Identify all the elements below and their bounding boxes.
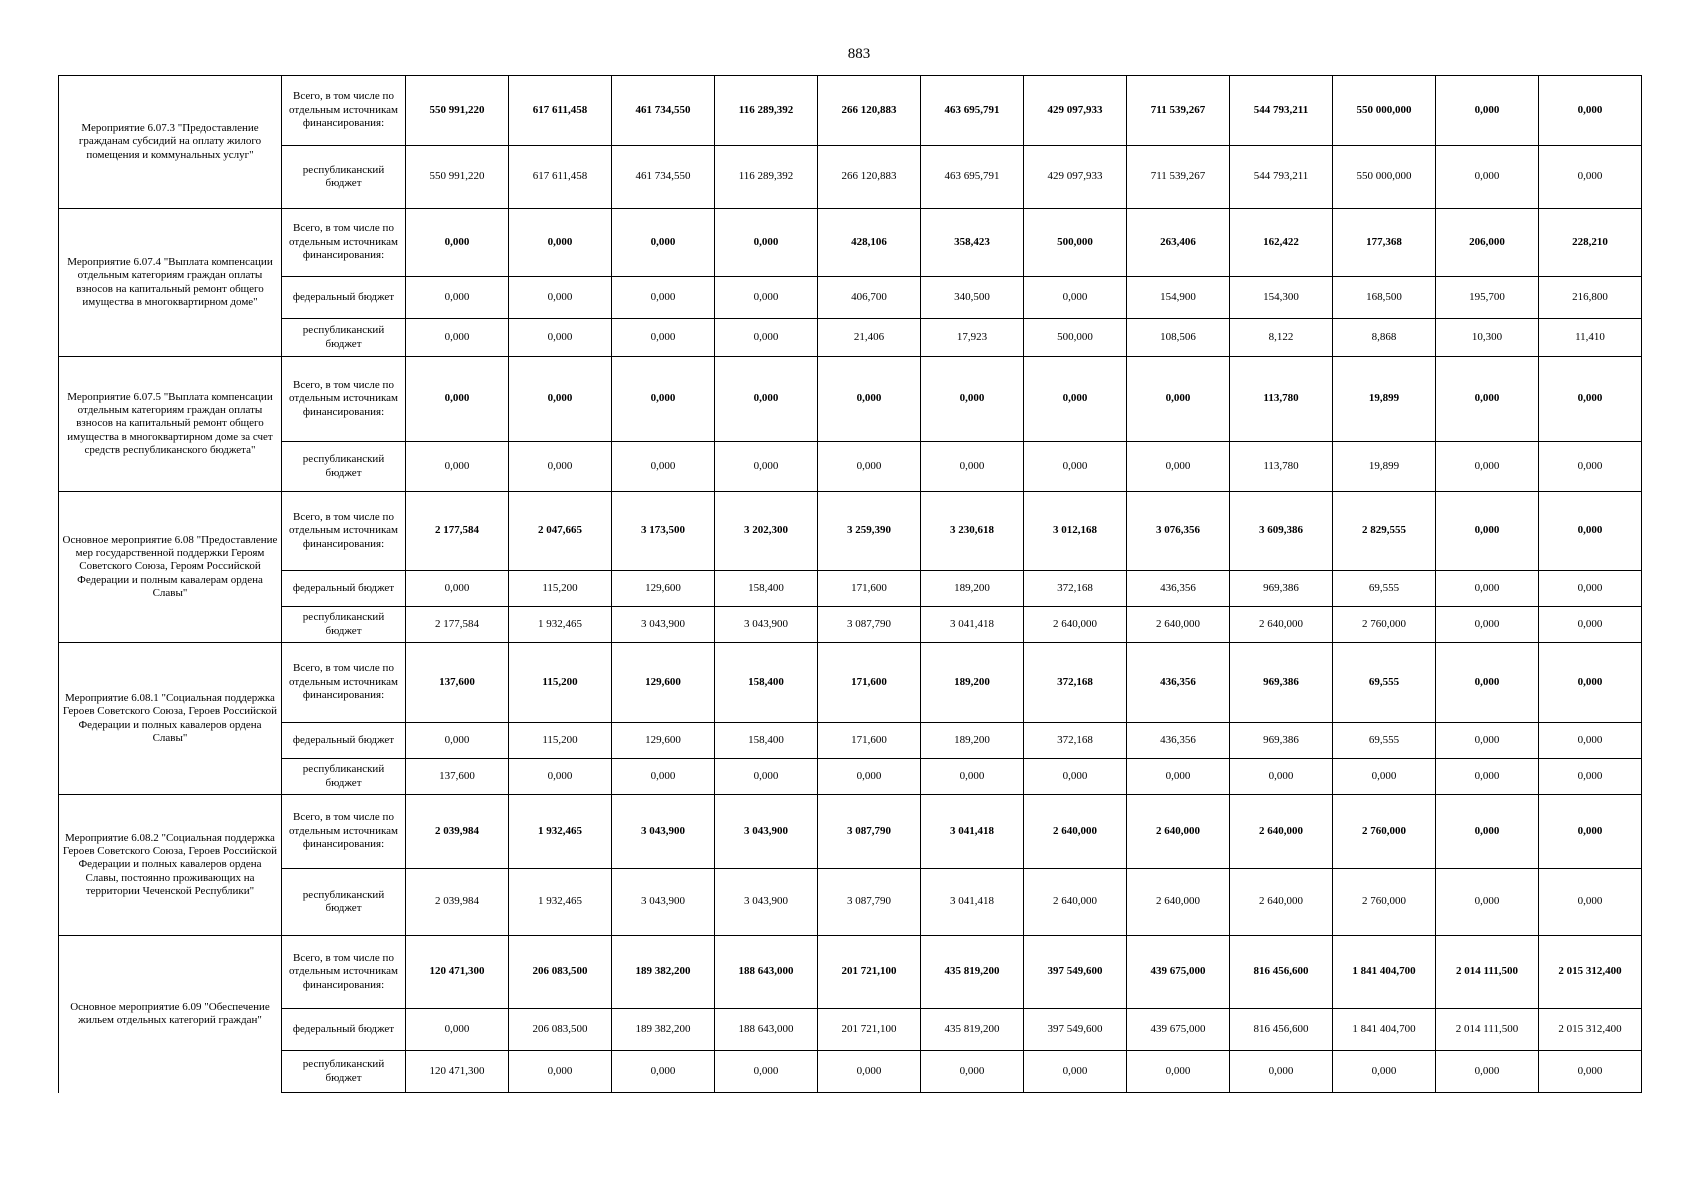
amount-cell: 816 456,600 bbox=[1230, 1009, 1333, 1051]
table-row bbox=[59, 146, 1642, 209]
table-row bbox=[59, 759, 1642, 795]
amount-cell: 0,000 bbox=[921, 1051, 1024, 1093]
amount-cell: 1 932,465 bbox=[509, 607, 612, 643]
amount-cell: 500,000 bbox=[1024, 319, 1127, 357]
amount-cell: 0,000 bbox=[715, 209, 818, 277]
amount-cell: 3 012,168 bbox=[1024, 492, 1127, 571]
amount-cell: 0,000 bbox=[1230, 759, 1333, 795]
funding-source-cell: республиканский бюджет bbox=[282, 442, 406, 492]
amount-cell: 0,000 bbox=[612, 1051, 715, 1093]
amount-cell: 436,356 bbox=[1127, 723, 1230, 759]
amount-cell: 266 120,883 bbox=[818, 146, 921, 209]
amount-cell: 206 083,500 bbox=[509, 1009, 612, 1051]
amount-cell: 463 695,791 bbox=[921, 146, 1024, 209]
amount-cell: 2 177,584 bbox=[406, 607, 509, 643]
table-row bbox=[59, 571, 1642, 607]
amount-cell: 0,000 bbox=[1024, 277, 1127, 319]
amount-cell: 8,868 bbox=[1333, 319, 1436, 357]
amount-cell: 158,400 bbox=[715, 643, 818, 723]
amount-cell: 0,000 bbox=[921, 759, 1024, 795]
amount-cell: 0,000 bbox=[1436, 643, 1539, 723]
amount-cell: 2 640,000 bbox=[1230, 607, 1333, 643]
amount-cell: 0,000 bbox=[612, 759, 715, 795]
amount-cell: 500,000 bbox=[1024, 209, 1127, 277]
amount-cell: 228,210 bbox=[1539, 209, 1642, 277]
amount-cell: 2 760,000 bbox=[1333, 869, 1436, 936]
amount-cell: 116 289,392 bbox=[715, 146, 818, 209]
amount-cell: 397 549,600 bbox=[1024, 1009, 1127, 1051]
amount-cell: 206 083,500 bbox=[509, 936, 612, 1009]
amount-cell: 1 841 404,700 bbox=[1333, 1009, 1436, 1051]
amount-cell: 3 043,900 bbox=[612, 795, 715, 869]
amount-cell: 0,000 bbox=[1436, 571, 1539, 607]
amount-cell: 3 087,790 bbox=[818, 795, 921, 869]
amount-cell: 2 760,000 bbox=[1333, 607, 1436, 643]
measure-name-cell: Мероприятие 6.07.5 "Выплата компенсации отдельным категориям граждан оплаты взносов на капитальный ремонт общего имущества в многоквартирном доме за счет средств республиканского бюджета" bbox=[59, 357, 282, 492]
amount-cell: 69,555 bbox=[1333, 643, 1436, 723]
amount-cell: 263,406 bbox=[1127, 209, 1230, 277]
amount-cell: 0,000 bbox=[1539, 76, 1642, 146]
funding-source-cell: Всего, в том числе по отдельным источникам финансирования: bbox=[282, 76, 406, 146]
amount-cell: 171,600 bbox=[818, 723, 921, 759]
funding-source-cell: Всего, в том числе по отдельным источникам финансирования: bbox=[282, 795, 406, 869]
amount-cell: 0,000 bbox=[1436, 795, 1539, 869]
amount-cell: 428,106 bbox=[818, 209, 921, 277]
funding-source-cell: федеральный бюджет bbox=[282, 277, 406, 319]
table-row bbox=[59, 1009, 1642, 1051]
amount-cell: 461 734,550 bbox=[612, 76, 715, 146]
amount-cell: 3 041,418 bbox=[921, 607, 1024, 643]
measure-name-cell: Мероприятие 6.07.3 "Предоставление гражданам субсидий на оплату жилого помещения и коммунальных услуг" bbox=[59, 76, 282, 209]
amount-cell: 0,000 bbox=[1230, 1051, 1333, 1093]
amount-cell: 550 991,220 bbox=[406, 76, 509, 146]
amount-cell: 189,200 bbox=[921, 571, 1024, 607]
amount-cell: 69,555 bbox=[1333, 723, 1436, 759]
amount-cell: 436,356 bbox=[1127, 643, 1230, 723]
amount-cell: 3 087,790 bbox=[818, 869, 921, 936]
amount-cell: 115,200 bbox=[509, 643, 612, 723]
amount-cell: 0,000 bbox=[1127, 759, 1230, 795]
amount-cell: 0,000 bbox=[1333, 759, 1436, 795]
amount-cell: 3 230,618 bbox=[921, 492, 1024, 571]
amount-cell: 397 549,600 bbox=[1024, 936, 1127, 1009]
amount-cell: 0,000 bbox=[1436, 492, 1539, 571]
amount-cell: 550 991,220 bbox=[406, 146, 509, 209]
amount-cell: 617 611,458 bbox=[509, 76, 612, 146]
amount-cell: 1 932,465 bbox=[509, 869, 612, 936]
page-number: 883 bbox=[847, 46, 871, 62]
amount-cell: 69,555 bbox=[1333, 571, 1436, 607]
amount-cell: 617 611,458 bbox=[509, 146, 612, 209]
amount-cell: 2 014 111,500 bbox=[1436, 936, 1539, 1009]
amount-cell: 0,000 bbox=[715, 1051, 818, 1093]
amount-cell: 0,000 bbox=[715, 759, 818, 795]
amount-cell: 0,000 bbox=[715, 277, 818, 319]
amount-cell: 171,600 bbox=[818, 571, 921, 607]
amount-cell: 0,000 bbox=[921, 357, 1024, 442]
table-row bbox=[59, 723, 1642, 759]
amount-cell: 2 640,000 bbox=[1024, 607, 1127, 643]
amount-cell: 1 932,465 bbox=[509, 795, 612, 869]
amount-cell: 372,168 bbox=[1024, 643, 1127, 723]
amount-cell: 2 829,555 bbox=[1333, 492, 1436, 571]
amount-cell: 188 643,000 bbox=[715, 936, 818, 1009]
amount-cell: 2 039,984 bbox=[406, 869, 509, 936]
funding-source-cell: Всего, в том числе по отдельным источникам финансирования: bbox=[282, 209, 406, 277]
table-row bbox=[59, 607, 1642, 643]
amount-cell: 8,122 bbox=[1230, 319, 1333, 357]
measure-name-cell: Мероприятие 6.08.1 "Социальная поддержка Героев Советского Союза, Героев Российской Федерации и полных кавалеров ордена Славы" bbox=[59, 643, 282, 795]
amount-cell: 0,000 bbox=[1024, 1051, 1127, 1093]
amount-cell: 206,000 bbox=[1436, 209, 1539, 277]
amount-cell: 550 000,000 bbox=[1333, 76, 1436, 146]
amount-cell: 115,200 bbox=[509, 723, 612, 759]
amount-cell: 158,400 bbox=[715, 723, 818, 759]
amount-cell: 372,168 bbox=[1024, 571, 1127, 607]
amount-cell: 115,200 bbox=[509, 571, 612, 607]
amount-cell: 19,899 bbox=[1333, 357, 1436, 442]
amount-cell: 0,000 bbox=[1436, 442, 1539, 492]
amount-cell: 3 076,356 bbox=[1127, 492, 1230, 571]
amount-cell: 2 015 312,400 bbox=[1539, 1009, 1642, 1051]
amount-cell: 216,800 bbox=[1539, 277, 1642, 319]
table-row bbox=[59, 319, 1642, 357]
amount-cell: 0,000 bbox=[818, 442, 921, 492]
amount-cell: 0,000 bbox=[406, 357, 509, 442]
amount-cell: 2 640,000 bbox=[1127, 795, 1230, 869]
amount-cell: 3 173,500 bbox=[612, 492, 715, 571]
amount-cell: 1 841 404,700 bbox=[1333, 936, 1436, 1009]
amount-cell: 0,000 bbox=[612, 442, 715, 492]
amount-cell: 439 675,000 bbox=[1127, 1009, 1230, 1051]
measure-name-cell: Основное мероприятие 6.09 "Обеспечение жильем отдельных категорий граждан" bbox=[59, 936, 282, 1093]
amount-cell: 19,899 bbox=[1333, 442, 1436, 492]
amount-cell: 2 640,000 bbox=[1230, 869, 1333, 936]
amount-cell: 189 382,200 bbox=[612, 1009, 715, 1051]
amount-cell: 0,000 bbox=[406, 723, 509, 759]
amount-cell: 0,000 bbox=[509, 357, 612, 442]
amount-cell: 0,000 bbox=[1333, 1051, 1436, 1093]
amount-cell: 429 097,933 bbox=[1024, 76, 1127, 146]
amount-cell: 11,410 bbox=[1539, 319, 1642, 357]
amount-cell: 0,000 bbox=[1539, 759, 1642, 795]
amount-cell: 129,600 bbox=[612, 723, 715, 759]
amount-cell: 162,422 bbox=[1230, 209, 1333, 277]
amount-cell: 116 289,392 bbox=[715, 76, 818, 146]
funding-source-cell: Всего, в том числе по отдельным источникам финансирования: bbox=[282, 936, 406, 1009]
amount-cell: 0,000 bbox=[1539, 643, 1642, 723]
amount-cell: 0,000 bbox=[1539, 357, 1642, 442]
amount-cell: 189,200 bbox=[921, 643, 1024, 723]
amount-cell: 0,000 bbox=[1436, 357, 1539, 442]
amount-cell: 3 043,900 bbox=[612, 869, 715, 936]
table-row-total bbox=[59, 936, 1642, 1009]
amount-cell: 0,000 bbox=[509, 1051, 612, 1093]
amount-cell: 550 000,000 bbox=[1333, 146, 1436, 209]
amount-cell: 3 043,900 bbox=[715, 607, 818, 643]
table-row bbox=[59, 869, 1642, 936]
amount-cell: 2 015 312,400 bbox=[1539, 936, 1642, 1009]
amount-cell: 0,000 bbox=[921, 442, 1024, 492]
amount-cell: 816 456,600 bbox=[1230, 936, 1333, 1009]
table-row bbox=[59, 1051, 1642, 1093]
amount-cell: 406,700 bbox=[818, 277, 921, 319]
table-row bbox=[59, 442, 1642, 492]
funding-source-cell: республиканский бюджет bbox=[282, 319, 406, 357]
funding-source-cell: федеральный бюджет bbox=[282, 1009, 406, 1051]
amount-cell: 2 640,000 bbox=[1127, 607, 1230, 643]
amount-cell: 0,000 bbox=[1539, 1051, 1642, 1093]
amount-cell: 2 039,984 bbox=[406, 795, 509, 869]
amount-cell: 0,000 bbox=[818, 759, 921, 795]
amount-cell: 711 539,267 bbox=[1127, 76, 1230, 146]
amount-cell: 0,000 bbox=[1024, 759, 1127, 795]
amount-cell: 0,000 bbox=[1436, 607, 1539, 643]
amount-cell: 0,000 bbox=[612, 357, 715, 442]
amount-cell: 358,423 bbox=[921, 209, 1024, 277]
funding-source-cell: республиканский бюджет bbox=[282, 146, 406, 209]
amount-cell: 113,780 bbox=[1230, 442, 1333, 492]
measure-name-cell: Мероприятие 6.08.2 "Социальная поддержка Героев Советского Союза, Героев Российской Федерации и полных кавалеров ордена Славы, постоянно проживающих на территории Чеченской Республики" bbox=[59, 795, 282, 936]
budget-table bbox=[58, 75, 1642, 1093]
amount-cell: 266 120,883 bbox=[818, 76, 921, 146]
amount-cell: 3 202,300 bbox=[715, 492, 818, 571]
funding-source-cell: республиканский бюджет bbox=[282, 869, 406, 936]
amount-cell: 201 721,100 bbox=[818, 1009, 921, 1051]
funding-source-cell: федеральный бюджет bbox=[282, 571, 406, 607]
amount-cell: 129,600 bbox=[612, 643, 715, 723]
amount-cell: 120 471,300 bbox=[406, 936, 509, 1009]
funding-source-cell: республиканский бюджет bbox=[282, 1051, 406, 1093]
table-row-total bbox=[59, 795, 1642, 869]
amount-cell: 0,000 bbox=[1539, 492, 1642, 571]
amount-cell: 0,000 bbox=[1127, 442, 1230, 492]
amount-cell: 21,406 bbox=[818, 319, 921, 357]
amount-cell: 3 259,390 bbox=[818, 492, 921, 571]
amount-cell: 0,000 bbox=[509, 209, 612, 277]
amount-cell: 0,000 bbox=[1539, 571, 1642, 607]
amount-cell: 0,000 bbox=[406, 1009, 509, 1051]
amount-cell: 3 043,900 bbox=[612, 607, 715, 643]
funding-source-cell: Всего, в том числе по отдельным источникам финансирования: bbox=[282, 357, 406, 442]
amount-cell: 158,400 bbox=[715, 571, 818, 607]
amount-cell: 0,000 bbox=[715, 442, 818, 492]
amount-cell: 0,000 bbox=[1539, 442, 1642, 492]
amount-cell: 137,600 bbox=[406, 643, 509, 723]
funding-source-cell: Всего, в том числе по отдельным источникам финансирования: bbox=[282, 643, 406, 723]
amount-cell: 463 695,791 bbox=[921, 76, 1024, 146]
amount-cell: 129,600 bbox=[612, 571, 715, 607]
amount-cell: 340,500 bbox=[921, 277, 1024, 319]
measure-name-cell: Мероприятие 6.07.4 "Выплата компенсации отдельным категориям граждан оплаты взносов на капитальный ремонт общего имущества в многоквартирном доме" bbox=[59, 209, 282, 357]
funding-source-cell: республиканский бюджет bbox=[282, 607, 406, 643]
amount-cell: 0,000 bbox=[818, 357, 921, 442]
table-row-total bbox=[59, 357, 1642, 442]
amount-cell: 0,000 bbox=[406, 209, 509, 277]
amount-cell: 171,600 bbox=[818, 643, 921, 723]
amount-cell: 0,000 bbox=[1436, 723, 1539, 759]
amount-cell: 544 793,211 bbox=[1230, 146, 1333, 209]
amount-cell: 436,356 bbox=[1127, 571, 1230, 607]
amount-cell: 0,000 bbox=[406, 319, 509, 357]
amount-cell: 0,000 bbox=[509, 277, 612, 319]
amount-cell: 0,000 bbox=[1024, 442, 1127, 492]
amount-cell: 429 097,933 bbox=[1024, 146, 1127, 209]
amount-cell: 108,506 bbox=[1127, 319, 1230, 357]
amount-cell: 461 734,550 bbox=[612, 146, 715, 209]
funding-source-cell: Всего, в том числе по отдельным источникам финансирования: bbox=[282, 492, 406, 571]
amount-cell: 10,300 bbox=[1436, 319, 1539, 357]
amount-cell: 0,000 bbox=[1436, 759, 1539, 795]
amount-cell: 0,000 bbox=[1024, 357, 1127, 442]
amount-cell: 3 041,418 bbox=[921, 869, 1024, 936]
amount-cell: 0,000 bbox=[1539, 723, 1642, 759]
amount-cell: 435 819,200 bbox=[921, 936, 1024, 1009]
amount-cell: 154,900 bbox=[1127, 277, 1230, 319]
amount-cell: 711 539,267 bbox=[1127, 146, 1230, 209]
amount-cell: 2 640,000 bbox=[1230, 795, 1333, 869]
amount-cell: 17,923 bbox=[921, 319, 1024, 357]
amount-cell: 189 382,200 bbox=[612, 936, 715, 1009]
table-row-total bbox=[59, 643, 1642, 723]
table-row-total bbox=[59, 492, 1642, 571]
amount-cell: 3 041,418 bbox=[921, 795, 1024, 869]
amount-cell: 195,700 bbox=[1436, 277, 1539, 319]
table-row-total bbox=[59, 76, 1642, 146]
table-row bbox=[59, 277, 1642, 319]
amount-cell: 0,000 bbox=[612, 209, 715, 277]
amount-cell: 154,300 bbox=[1230, 277, 1333, 319]
amount-cell: 969,386 bbox=[1230, 571, 1333, 607]
amount-cell: 0,000 bbox=[715, 319, 818, 357]
amount-cell: 3 043,900 bbox=[715, 869, 818, 936]
amount-cell: 137,600 bbox=[406, 759, 509, 795]
amount-cell: 0,000 bbox=[509, 759, 612, 795]
amount-cell: 3 087,790 bbox=[818, 607, 921, 643]
amount-cell: 168,500 bbox=[1333, 277, 1436, 319]
amount-cell: 3 609,386 bbox=[1230, 492, 1333, 571]
table-row-total bbox=[59, 209, 1642, 277]
amount-cell: 0,000 bbox=[1539, 795, 1642, 869]
amount-cell: 0,000 bbox=[1436, 869, 1539, 936]
amount-cell: 0,000 bbox=[1127, 357, 1230, 442]
amount-cell: 0,000 bbox=[509, 319, 612, 357]
amount-cell: 0,000 bbox=[818, 1051, 921, 1093]
amount-cell: 0,000 bbox=[1127, 1051, 1230, 1093]
amount-cell: 177,368 bbox=[1333, 209, 1436, 277]
amount-cell: 201 721,100 bbox=[818, 936, 921, 1009]
amount-cell: 189,200 bbox=[921, 723, 1024, 759]
amount-cell: 0,000 bbox=[1436, 1051, 1539, 1093]
amount-cell: 3 043,900 bbox=[715, 795, 818, 869]
amount-cell: 2 047,665 bbox=[509, 492, 612, 571]
amount-cell: 544 793,211 bbox=[1230, 76, 1333, 146]
amount-cell: 0,000 bbox=[1436, 76, 1539, 146]
amount-cell: 0,000 bbox=[1436, 146, 1539, 209]
amount-cell: 435 819,200 bbox=[921, 1009, 1024, 1051]
amount-cell: 2 014 111,500 bbox=[1436, 1009, 1539, 1051]
amount-cell: 0,000 bbox=[715, 357, 818, 442]
amount-cell: 969,386 bbox=[1230, 643, 1333, 723]
amount-cell: 0,000 bbox=[406, 277, 509, 319]
amount-cell: 372,168 bbox=[1024, 723, 1127, 759]
amount-cell: 0,000 bbox=[1539, 869, 1642, 936]
amount-cell: 2 640,000 bbox=[1024, 795, 1127, 869]
amount-cell: 120 471,300 bbox=[406, 1051, 509, 1093]
amount-cell: 2 177,584 bbox=[406, 492, 509, 571]
amount-cell: 0,000 bbox=[1539, 146, 1642, 209]
amount-cell: 0,000 bbox=[1539, 607, 1642, 643]
amount-cell: 2 640,000 bbox=[1127, 869, 1230, 936]
amount-cell: 113,780 bbox=[1230, 357, 1333, 442]
funding-source-cell: республиканский бюджет bbox=[282, 759, 406, 795]
amount-cell: 188 643,000 bbox=[715, 1009, 818, 1051]
amount-cell: 439 675,000 bbox=[1127, 936, 1230, 1009]
amount-cell: 0,000 bbox=[406, 571, 509, 607]
table-body bbox=[59, 76, 1642, 1093]
amount-cell: 2 760,000 bbox=[1333, 795, 1436, 869]
amount-cell: 0,000 bbox=[612, 319, 715, 357]
amount-cell: 0,000 bbox=[406, 442, 509, 492]
measure-name-cell: Основное мероприятие 6.08 "Предоставление мер государственной поддержки Героям Советского Союза, Героям Российской Федерации и полным кавалерам ордена Славы" bbox=[59, 492, 282, 643]
amount-cell: 0,000 bbox=[612, 277, 715, 319]
amount-cell: 969,386 bbox=[1230, 723, 1333, 759]
amount-cell: 0,000 bbox=[509, 442, 612, 492]
funding-source-cell: федеральный бюджет bbox=[282, 723, 406, 759]
amount-cell: 2 640,000 bbox=[1024, 869, 1127, 936]
